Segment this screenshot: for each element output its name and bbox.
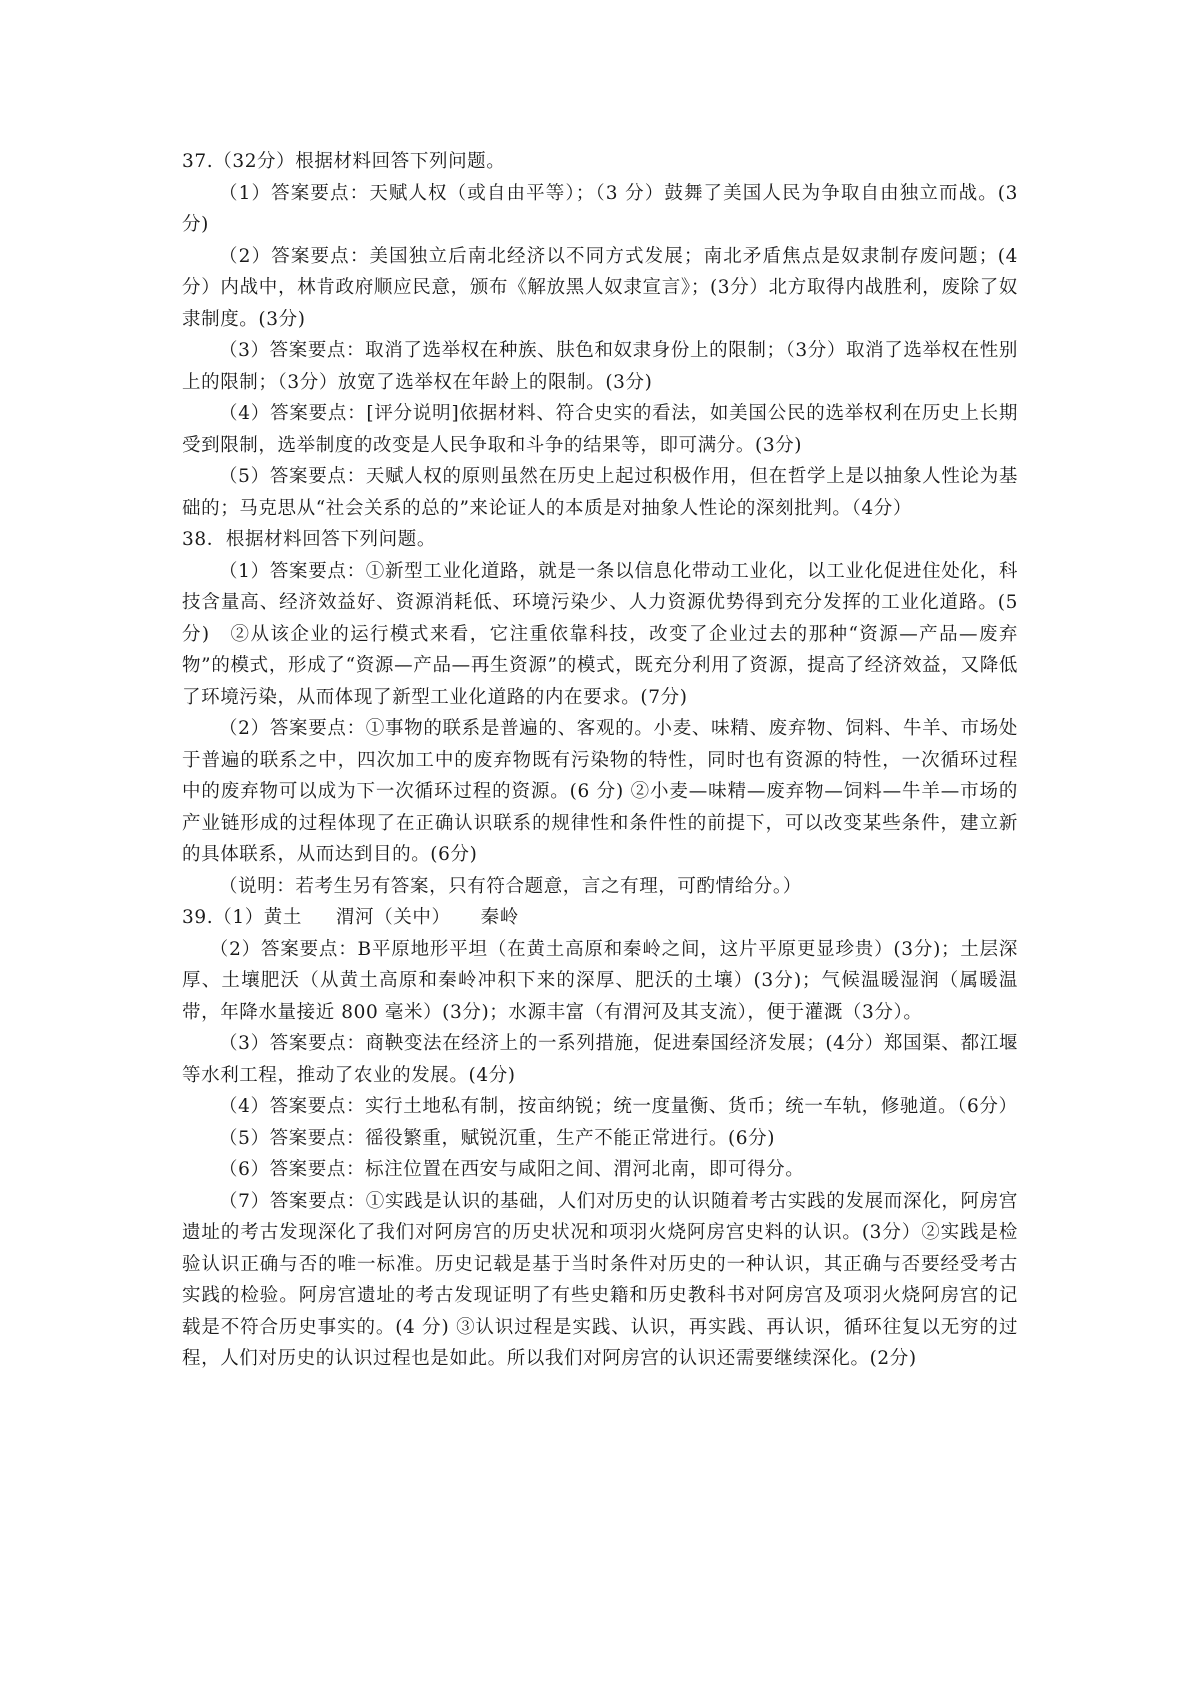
question-38-answer-2: （2）答案要点：①事物的联系是普遍的、客观的。小麦、味精、废弃物、饲料、牛羊、市场处于普遍的联系之中，四次加工中的废弃物既有污染物的特性，同时也有资源的特性，一次循环过程中的废弃物可以成为下一次循环过程的资源。(6 分) ②小麦—味精—废弃物—饲料—牛羊—市场的产业链形成的过程体现了在正确认识联系的规律性和条件性的前提下，可以改变某些条件，建立新的具体联系，从而达到目的。(6分)	[182, 718, 1018, 865]
answer-sheet	[182, 146, 1018, 1375]
question-37-answer-3: （3）答案要点：取消了选举权在种族、肤色和奴隶身份上的限制；（3分）取消了选举权在性别上的限制；（3分）放宽了选举权在年龄上的限制。(3分)	[182, 340, 1018, 393]
question-39-answer-1-part-b: 渭河（关中）	[336, 907, 451, 928]
question-37-answer-1: （1）答案要点：天赋人权（或自由平等）；（3 分）鼓舞了美国人民为争取自由独立而战。(3分)	[182, 182, 1018, 235]
question-37-answer-5: （5）答案要点：天赋人权的原则虽然在历史上起过积极作用，但在哲学上是以抽象人性论为基础的；马克思从“社会关系的总的”来论证人的本质是对抽象人性论的深刻批判。（4分）	[182, 466, 1018, 519]
question-39-answer-2: （2）答案要点：B平原地形平坦（在黄土高原和秦岭之间，这片平原更显珍贵）(3分)；土层深厚、土壤肥沃（从黄土高原和秦岭冲积下来的深厚、肥沃的土壤）(3分)；气候温暖湿润（属暖温带，年降水量接近 800 毫米）(3分)；水源丰富（有渭河及其支流），便于灌溉（3分）。	[182, 938, 1018, 1023]
question-37-answer-4: （4）答案要点：[评分说明]依据材料、符合史实的看法，如美国公民的选举权利在历史上长期受到限制，选举制度的改变是人民争取和斗争的结果等，即可满分。(3分)	[182, 403, 1018, 456]
question-39-answer-1-part-c: 秦岭	[480, 907, 519, 928]
question-37-answer-2: （2）答案要点：美国独立后南北经济以不同方式发展；南北矛盾焦点是奴隶制存废问题；(4分）内战中，林肯政府顺应民意，颁布《解放黑人奴隶宣言》；(3分）北方取得内战胜利，废除了奴隶制度。(3分)	[182, 245, 1018, 330]
question-39-answer-4: （4）答案要点：实行土地私有制，按亩纳锐；统一度量衡、货币；统一车轨，修驰道。（6分）	[219, 1096, 1018, 1117]
question-39-answer-6: （6）答案要点：标注位置在西安与咸阳之间、渭河北南，即可得分。	[219, 1159, 805, 1180]
question-39-answer-3: （3）答案要点：商鞅变法在经济上的一系列措施，促进秦国经济发展；(4分）郑国渠、都江堰等水利工程，推动了农业的发展。(4分)	[182, 1033, 1018, 1086]
question-38-note: （说明：若考生另有答案，只有符合题意，言之有理，可酌情给分。）	[219, 875, 802, 897]
question-38-answer-1: （1）答案要点：①新型工业化道路，就是一条以信息化带动工业化，以工业化促进住处化，科技含量高、经济效益好、资源消耗低、环境污染少、人力资源优势得到充分发挥的工业化道路。(5分) ②从该企业的运行模式来看，它注重依靠科技，改变了企业过去的那种“资源—产品—废弃物”的模式，形成了“资源—产品—再生资源”的模式，既充分利用了资源，提高了经济效益，又降低了环境污染，从而体现了新型工业化道路的内在要求。(7分)	[182, 560, 1018, 708]
question-38-heading: 38．根据材料回答下列问题。	[182, 529, 436, 550]
question-39-heading	[182, 902, 1018, 934]
question-39-answer-1-part-a: 39.（1）黄土	[182, 907, 302, 928]
question-39-answer-5: （5）答案要点：徭役繁重，赋锐沉重，生产不能正常进行。(6分)	[219, 1127, 776, 1149]
question-39-answer-7: （7）答案要点：①实践是认识的基础，人们对历史的认识随着考古实践的发展而深化，阿房宫遗址的考古发现深化了我们对阿房宫的历史状况和项羽火烧阿房宫史料的认识。(3分）②实践是检验认识正确与否的唯一标准。历史记载是基于当时条件对历史的一种认识，其正确与否要经受考古实践的检验。阿房宫遗址的考古发现证明了有些史籍和历史教科书对阿房宫及项羽火烧阿房宫的记载是不符合历史事实的。(4 分) ③认识过程是实践、认识，再实践、再认识，循环往复以无穷的过程，人们对历史的认识过程也是如此。所以我们对阿房宫的认识还需要继续深化。(2分)	[182, 1190, 1018, 1369]
question-37-heading: 37.（32分）根据材料回答下列问题。	[182, 151, 506, 172]
